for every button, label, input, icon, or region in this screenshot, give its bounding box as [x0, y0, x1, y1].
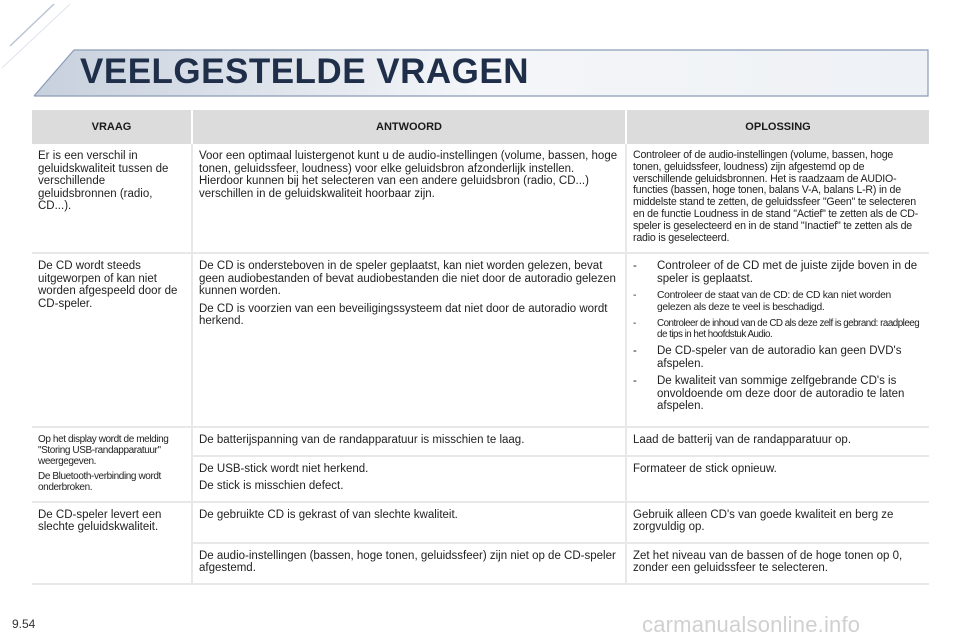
list-item-text: Controleer de staat van de CD: de CD kan niet worden gelezen als deze te veel is beschadigd. — [657, 290, 891, 313]
answer-cell — [192, 456, 626, 502]
answer-cell: De gebruikte CD is gekrast of van slechte kwaliteit. — [192, 502, 626, 543]
table-row — [32, 502, 929, 543]
list-dash: - — [633, 260, 637, 273]
solution-cell — [626, 253, 929, 427]
answer-cell: De batterijspanning van de randapparatuur is misschien te laag. — [192, 427, 626, 456]
answer-cell: De audio-instellingen (bassen, hoge tonen, geluidssfeer) zijn niet op de CD-speler afgestemd. — [192, 543, 626, 584]
question-cell: Er is een verschil in geluidskwaliteit tussen de verschillende geluidsbronnen (radio, CD...). — [32, 144, 192, 253]
list-dash: - — [633, 290, 637, 302]
table-row — [32, 427, 929, 456]
column-header-solution: OPLOSSING — [626, 110, 929, 144]
column-header-question: VRAAG — [32, 110, 192, 144]
table-row — [32, 144, 929, 253]
list-dash: - — [633, 345, 637, 358]
answer-text: De CD is ondersteboven in de speler geplaatst, kan niet worden gelezen, bevat geen audiobestanden of bevat audiobestanden die niet door de autoradio gelezen kunnen worden. — [199, 260, 616, 298]
faq-table — [32, 110, 929, 585]
list-dash: - — [633, 318, 636, 330]
answer-cell: Voor een optimaal luistergenot kunt u de audio-instellingen (volume, bassen, hoge tonen, geluidssfeer, loudness) voor elke geluidsbron afzonderlijk instellen. Hierdoor kunnen bij het selecteren van een andere geluidsbron (radio, CD...) verschillen in de geluidskwaliteit hoorbaar zijn. — [192, 144, 626, 253]
list-item-text: Controleer of de CD met de juiste zijde boven in de speler is geplaatst. — [657, 260, 918, 285]
solution-cell: Controleer of de audio-instellingen (volume, bassen, hoge tonen, geluidssfeer, loudness) zijn afgestemd op de verschillende geluidsbronnen. Het is raadzaam de AUDIO-functies (bassen, hoge tonen, balans V-A, balans L-R) in de middelste stand te zetten, de geluidssfeer "Geen" te selecteren en de functie Loudness in de stand "Actief" te zetten als de CD-speler is geselecteerd en in de stand "Inactief" te zetten als de radio is geselecteerd. — [626, 144, 929, 253]
question-text: De Bluetooth-verbinding wordt onderbroken. — [38, 470, 161, 493]
solution-cell: Laad de batterij van de randapparatuur op. — [626, 427, 929, 456]
question-cell: De CD wordt steeds uitgeworpen of kan niet worden afgespeeld door de CD-speler. — [32, 253, 192, 427]
question-cell: De CD-speler levert een slechte geluidskwaliteit. — [32, 502, 192, 584]
question-cell — [32, 427, 192, 502]
page-title: VEELGESTELDE VRAGEN — [80, 52, 530, 91]
list-dash: - — [633, 375, 637, 388]
table-row — [32, 253, 929, 427]
list-item-text: De CD-speler van de autoradio kan geen DVD's afspelen. — [657, 345, 902, 370]
list-item — [633, 318, 923, 340]
list-item — [633, 290, 923, 313]
question-text: Op het display wordt de melding "Storing USB-randapparatuur" weergegeven. — [38, 433, 169, 467]
list-item-text: De kwaliteit van sommige zelfgebrande CD's is onvoldoende om deze door de autoradio te laten afspelen. — [657, 375, 905, 413]
watermark: carmanualsonline.info — [642, 612, 861, 637]
solution-cell: Formateer de stick opnieuw. — [626, 456, 929, 502]
page-number: 9.54 — [12, 617, 36, 631]
column-header-answer: ANTWOORD — [192, 110, 626, 144]
solution-cell: Zet het niveau van de bassen of de hoge tonen op 0, zonder een geluidssfeer te selecteren. — [626, 543, 929, 584]
solution-list — [633, 260, 923, 413]
list-item-text: Controleer de inhoud van de CD als deze zelf is gebrand: raadpleeg de tips in het hoofdstuk Audio. — [657, 318, 920, 341]
solution-cell: Gebruik alleen CD's van goede kwaliteit en berg ze zorgvuldig op. — [626, 502, 929, 543]
list-item — [633, 260, 923, 285]
answer-text: De CD is voorzien van een beveiligingssysteem dat niet door de autoradio wordt herkend. — [199, 302, 608, 328]
list-item — [633, 345, 923, 370]
table-header-row — [32, 110, 929, 144]
answer-text: De stick is misschien defect. — [199, 480, 344, 493]
answer-text: De USB-stick wordt niet herkend. — [199, 462, 369, 475]
list-item — [633, 375, 923, 413]
answer-cell — [192, 253, 626, 427]
